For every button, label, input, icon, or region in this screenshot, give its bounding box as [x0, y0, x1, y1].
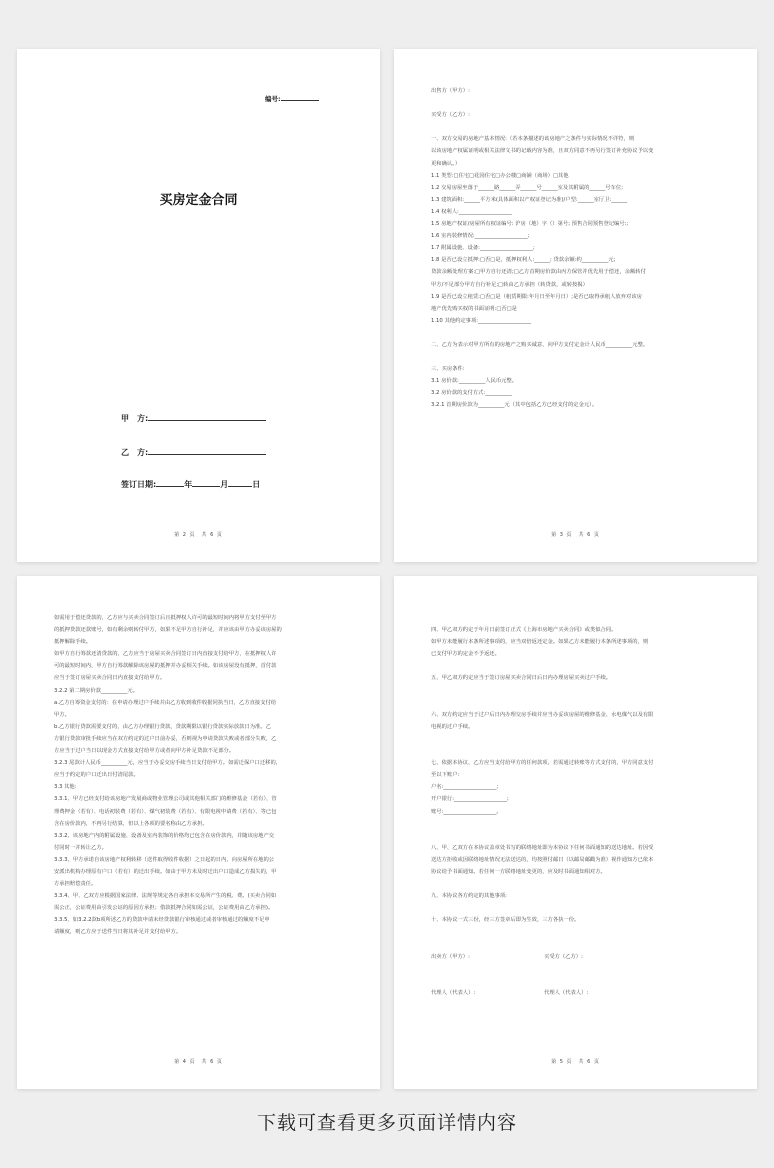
contract-title: 买房定金合同 [159, 193, 238, 208]
text-line: 五、甲乙双方约定应当于签订房屋买卖合同日后日内办理房屋买卖过户手续。 [431, 675, 612, 682]
blank-line [431, 612, 727, 624]
contract-page-4 [17, 576, 380, 1089]
blank-line [431, 878, 727, 890]
sign-date-field: 签订日期: 年 月 日 [121, 477, 260, 490]
text-line: 买受方（乙方）: [431, 112, 470, 119]
text-line: 八、甲、乙双方在本协议盖章处书写的联络地址即为本协议下任何书面通知的送达地址。若因受 [431, 844, 654, 851]
text-line: 3.2.3 尾款计人民币__________元，应当于办妥交房手续当日支付给甲方。如需迁保户口迁移的， [54, 760, 282, 767]
text-line: 3.3.5、如3.2.2款b项所述乙方的贷款申请未经贷款银行审核通过或者审核通过的额度不足申 [54, 917, 270, 924]
page-body-text [431, 612, 727, 999]
text-line: 1.4 权利人:____________________ [431, 208, 512, 215]
text-line: 1.5 房地产权证/房屋所有权证编号: 沪房（地）字（）第号; 预售合同预售登记编号:; [431, 221, 629, 228]
blank-line [431, 975, 727, 987]
text-line: 1.3 建筑面积:______平方米(具体面积以产权证登记为准)/户型:______室厅卫:______ [431, 196, 628, 203]
text-line: 1.1 类型:□住宅□花园住宅□办公楼□商铺（商场）□其他 [431, 172, 569, 179]
text-line: 四、甲乙双方约定于年月日前签订正式《上海市房地产买卖合同》或类似合同。 [431, 627, 617, 634]
blank-line [431, 351, 727, 363]
page-number: 第 2 页 共 6 页 [174, 532, 223, 538]
text-line: 1.10 其他约定事项:____________________ [431, 317, 532, 324]
text-line: 含在房价款内，不再另行结算，但以上各项的要名称由乙方承担。 [54, 820, 208, 827]
text-line: 3.2.1 首期房价款为__________元（其中包括乙方已经支付的定金元）。 [431, 402, 598, 409]
text-line: 贷款余额处理方案:□甲方自行还清;□乙方首期房价款由丙方保管并优先用于偿还，余额转付 [431, 269, 646, 276]
contract-number-field: 编号: [265, 93, 319, 103]
text-line: 账号:____________________。 [431, 808, 502, 815]
text-line: 电视的过户手续。 [431, 723, 474, 730]
text-line: 地产优先购买权的书面证明:□否□是 [431, 305, 517, 312]
text-line: 1.9 是否已设立租赁:□否□是（租赁期限:年月日至年月日）;是否已取得承租人放弃对该房 [431, 293, 642, 300]
text-line: 如甲方自行筹款还清贷款的，乙方应当于房屋买卖合同签订日内直接支付给甲方，在抵押权人许 [54, 651, 277, 658]
text-line: 甲方。 [54, 711, 70, 718]
blank-line [431, 939, 727, 951]
blank-line [431, 830, 727, 842]
text-line: 六、双方约定应当于过户后日内办理交房手续并应当办妥该房屋的维修基金、水电煤气以及有限 [431, 711, 654, 718]
text-line: 3.3 其他: [54, 784, 77, 791]
text-line: 送达方拒收或因联络地址情况无法送达的，均按照付邮日（以邮局邮戳为准）视作通知方已依本 [431, 856, 654, 863]
text-line: a.乙方自筹资金支付的：在申请办理过户手续并由乙方收到收件收据同执当日，乙方直接支付给 [54, 699, 277, 706]
text-line: 请额度，则乙方应于送件当日将其补足并支付给甲方。 [54, 929, 182, 936]
page-body-text [54, 612, 350, 939]
blank-line [431, 902, 727, 914]
text-line: 1.7 附属设施、设备:____________________; [431, 245, 535, 252]
text-line: 应当于签订房屋买卖合同日内直接支付给甲方。 [54, 675, 166, 682]
blank-line [431, 745, 727, 757]
text-line: 需公正，公证费用由引发公证的原因方承担；借款抵押合同如需公证，公证费用由乙方承担)。 [54, 905, 274, 912]
blank-line [431, 963, 727, 975]
text-line: 安派出机构办理原有户口（若有）的迁出手续。如由于甲方未及时迁出户口造成乙方损失的，甲 [54, 868, 277, 875]
text-line: 如甲方未能履行本条所述事项的，应当双倍返还定金。如果乙方未能履行本条所述事项的，则 [431, 639, 649, 646]
text-line: 的抵押贷款还款账号，如有剩余则转付甲方，如果不足甲方自行补足，并应该由甲方办妥该房屋的 [54, 627, 282, 634]
blank-line [431, 818, 727, 830]
text-line: 至以下账户: [431, 772, 460, 779]
blank-line [431, 97, 727, 109]
text-line: 3.2 房价款的支付方式:__________ [431, 390, 512, 397]
blank-line [431, 121, 727, 133]
contract-page-5 [394, 576, 757, 1089]
text-line: 可的最短时间内，甲方自行筹款解除该房屋的抵押并办妥相关手续。如该房屋没有抵押，首付款 [54, 663, 277, 670]
text-line: 户名:____________________; [431, 784, 499, 791]
text-line: b.乙方银行贷款需要支付的，由乙方办理银行贷款，贷款期限以银行贷款实际放款日为准。乙 [54, 723, 271, 730]
text-line: 十、本协议一式三份，经三方签章后即为生效，三方各执一份。 [431, 917, 580, 924]
blank-line [431, 697, 727, 709]
text-line: 七、依据本协议，乙方应当支付给甲方的任何款项，若需通过转账等方式支付的，甲方同意支付 [431, 760, 654, 767]
text-line: 1.6 室内装修情况:____________________; [431, 233, 530, 240]
blank-line [431, 660, 727, 672]
text-line: 方银行贷款审批手续应当在双方约定的过户日前办妥，否则视为申请贷款失败或者部分失败，乙 [54, 735, 277, 742]
text-line: 3.2.2 第二期房价款__________元。 [54, 687, 139, 694]
page-number: 第 4 页 共 6 页 [174, 1059, 223, 1065]
page-number: 第 3 页 共 6 页 [551, 532, 600, 538]
text-line: 甲方/不足部分甲方自行补足;□转由乙方承担（转贷款，或转按揭） [431, 281, 588, 288]
text-line: 付同时一并转让乙方。 [54, 844, 107, 851]
text-line: 方应当于过户当日以现金方式直接支付给甲方或者向甲方补足贷款不足部分。 [54, 748, 235, 755]
text-line: 如需用于偿还贷款的，乙方应与买卖合同签订后且抵押权人许可的最短时间内将甲方支付至甲方 [54, 615, 277, 621]
text-line: 更和确认。） [431, 160, 461, 167]
blank-line [431, 926, 727, 938]
text-line: 九、本协议各方约定的其他事项: [431, 893, 507, 900]
blank-line [431, 685, 727, 697]
text-line: 出卖方（甲方）: 买受方（乙方）: [431, 953, 583, 960]
contract-page-3 [394, 49, 757, 562]
text-line: 1.2 交易房屋坐落于______路______弄______号______室及其附属的______号车位; [431, 184, 623, 191]
text-line: 出售方（甲方）: [431, 88, 470, 94]
text-line: 一、双方交易的房地产基本情况:（若本条描述的该房地产之条件与实际情况不详符，则 [431, 136, 635, 143]
text-line: 以该房地产权属证明或相关法律文书的记载内容为准，且双方同意不再另行签订补充协议予以变 [431, 148, 654, 155]
text-line: 开户银行:____________________; [431, 796, 509, 803]
page-number: 第 5 页 共 6 页 [551, 1059, 600, 1065]
text-line: 3.3.4、甲、乙双方应根据国家法律、法规等规定各自承担本交易所产生的税、费。(买卖合同如 [54, 893, 277, 900]
text-line: 3.1 房价款:__________人民币元整。 [431, 378, 518, 385]
page-body-text [431, 85, 727, 412]
party-a-field: 甲 方: [121, 411, 266, 424]
text-line: 3.3.1、甲方已经支付给该房地产发展商或物业管理公司或其他相关部门的维修基金（若有），管 [54, 796, 277, 803]
text-line: 三、买房条件: [431, 366, 465, 373]
text-line: 方承担赔偿责任。 [54, 881, 97, 888]
party-b-field: 乙 方: [121, 445, 266, 458]
blank-line [431, 733, 727, 745]
text-line: 1.8 是否已设立抵押:□否□是，抵押权利人:______; 贷款余额:约__________元; [431, 257, 616, 264]
text-line: 协议给予书面通知。若任何一方联络地址变更的，应及时书面通知相对方。 [431, 868, 606, 875]
blank-line [431, 327, 727, 339]
text-line: 3.3.3、甲方承诺自该房地产权利转移（送件取得收件收据）之日起的日内，向房屋所在地的公 [54, 856, 275, 863]
text-line: 抵押解除手续。 [54, 639, 92, 646]
text-line: 已支付甲方的定金不予返还。 [431, 651, 500, 658]
text-line: 3.3.2、该房地产内的附属设施、设备及室内装饰的价格均已包含在房价款内，并随该房地产交 [54, 832, 275, 839]
contract-page-cover [17, 49, 380, 562]
text-line: 应当于约定的户口迁出日付清尾款。 [54, 772, 139, 779]
text-line: 二、乙方为表示对甲方所有的房地产之购买诚意，向甲方支付定金计人民币__________元整。 [431, 341, 649, 348]
download-caption: 下载可查看更多页面详情内容 [256, 1112, 517, 1134]
text-line: 理费押金（若有）、电话初装费（若有）、煤气初装费（若有）、有限电视申请费（若有）、等已包 [54, 808, 277, 815]
text-line: 代理人（代表人）: 代理人（代表人）: [431, 989, 589, 996]
